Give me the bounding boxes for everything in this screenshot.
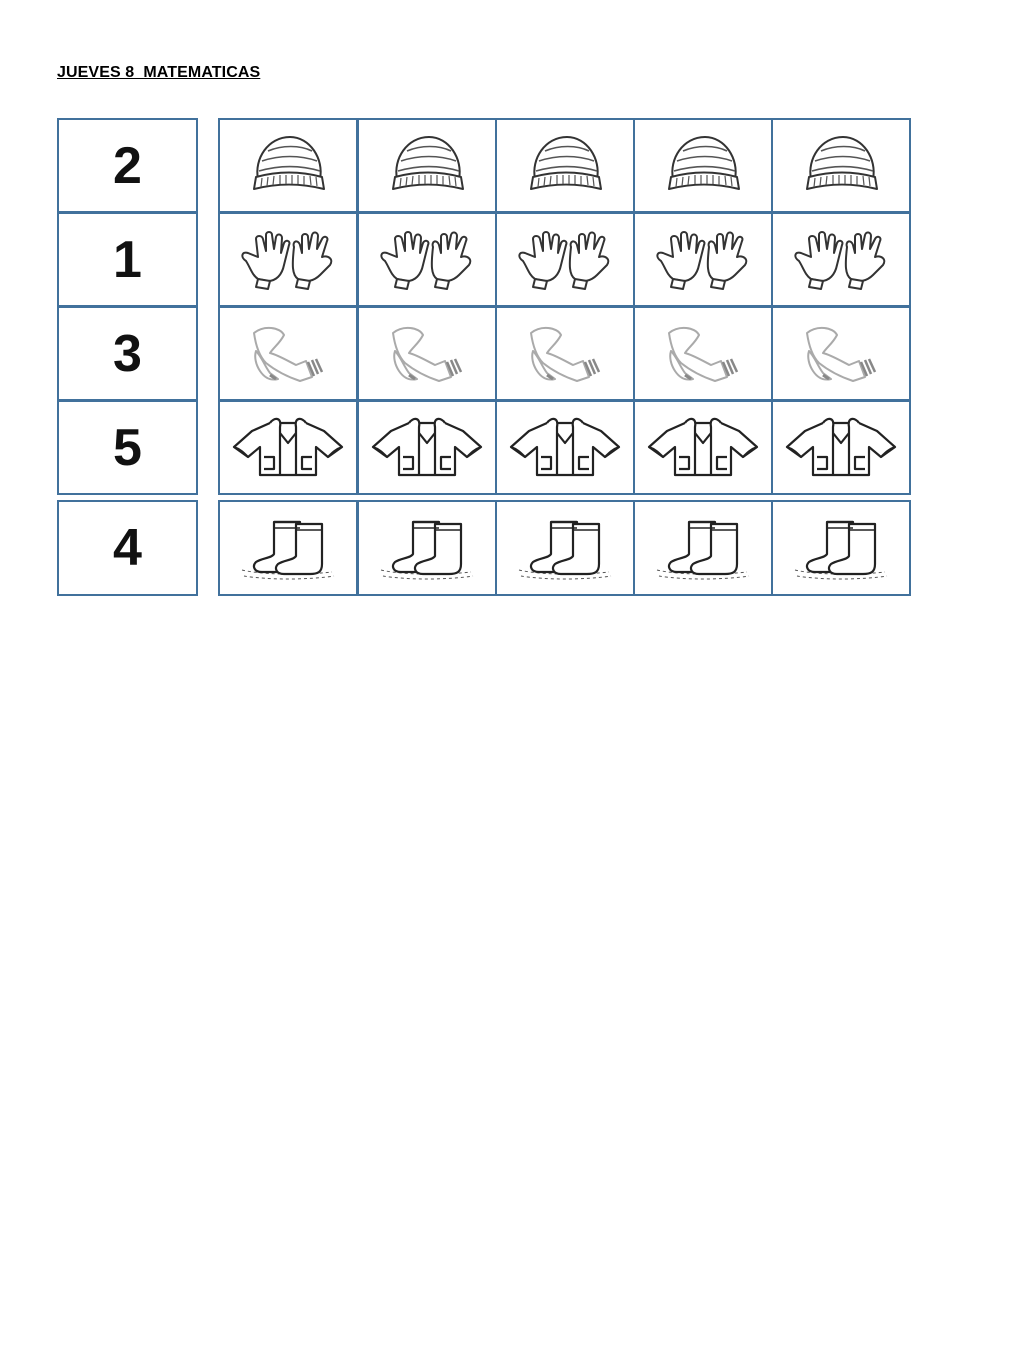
scarf-icon [655,321,751,387]
jacket-icon [507,413,623,483]
picture-cell [495,118,635,213]
hat-icon [791,131,891,201]
row-number-5: 4 [57,500,198,596]
boots-icon [515,516,615,580]
picture-cell [633,400,773,495]
picture-cell [771,212,911,307]
row-number-2: 1 [57,212,198,307]
scarf-icon [793,321,889,387]
jacket-icon [645,413,761,483]
picture-cell [771,118,911,213]
boots-icon [377,516,477,580]
picture-cell [495,500,635,596]
gloves-icon [513,227,617,293]
picture-cell [633,500,773,596]
picture-cell [495,212,635,307]
picture-cell [771,400,911,495]
scarf-icon [240,321,336,387]
row-number-4: 5 [57,400,198,495]
picture-cell [357,118,497,213]
picture-cell [633,118,773,213]
picture-cell [771,306,911,401]
row-number-1: 2 [57,118,198,213]
hat-icon [515,131,615,201]
picture-cell [218,400,358,495]
page-title: JUEVES 8 MATEMATICAS [57,64,261,81]
scarf-icon [379,321,475,387]
picture-cell [218,306,358,401]
hat-icon [653,131,753,201]
picture-cell [357,500,497,596]
jacket-icon [369,413,485,483]
picture-cell [218,212,358,307]
picture-cell [495,306,635,401]
picture-cell [357,400,497,495]
hat-icon [377,131,477,201]
picture-cell [633,212,773,307]
picture-cell [218,500,358,596]
boots-icon [791,516,891,580]
picture-cell [357,306,497,401]
hat-icon [238,131,338,201]
gloves-icon [375,227,479,293]
picture-cell [357,212,497,307]
scarf-icon [517,321,613,387]
gloves-icon [651,227,755,293]
picture-cell [218,118,358,213]
boots-icon [653,516,753,580]
picture-cell [633,306,773,401]
picture-cell [495,400,635,495]
gloves-icon [236,227,340,293]
boots-icon [238,516,338,580]
gloves-icon [789,227,893,293]
jacket-icon [783,413,899,483]
jacket-icon [230,413,346,483]
picture-cell [771,500,911,596]
row-number-3: 3 [57,306,198,401]
